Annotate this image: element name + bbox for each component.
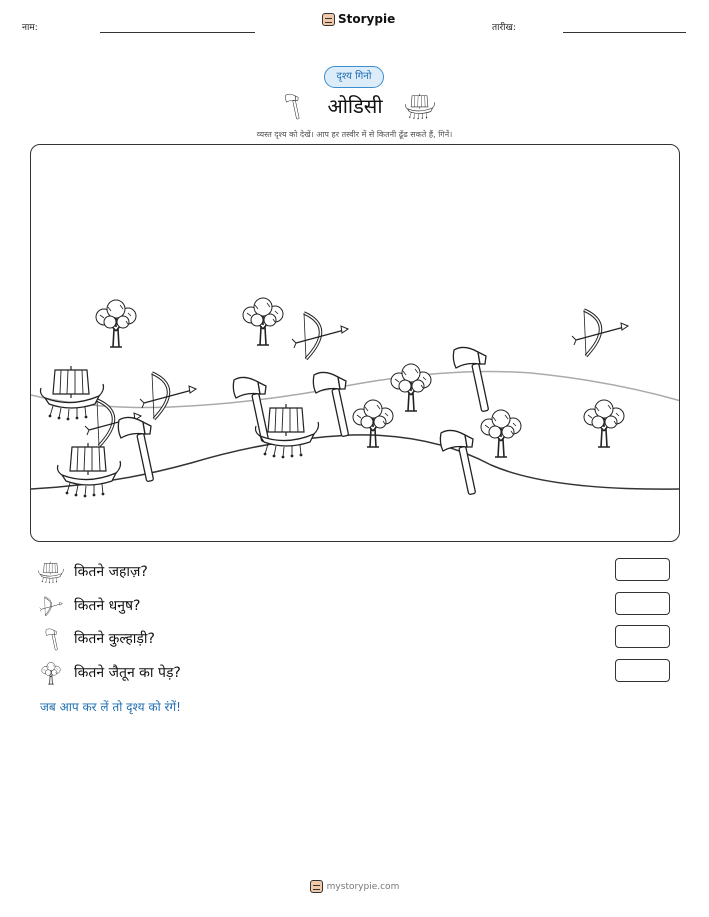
activity-badge: दृश्य गिनो (324, 66, 384, 88)
bow-icon (572, 310, 628, 356)
olive-tree-icon (481, 410, 521, 457)
ship-icon (38, 560, 64, 584)
question-text: कितने धनुष? (74, 598, 141, 614)
olive-tree-icon (96, 300, 136, 347)
name-field[interactable] (100, 32, 255, 33)
bow-icon (38, 594, 64, 618)
question-text: कितने जहाज़? (74, 564, 148, 580)
ship-icon (58, 443, 121, 497)
brand (322, 12, 395, 26)
bow-icon (140, 373, 196, 419)
question-row (38, 627, 670, 651)
axe-icon (233, 377, 268, 441)
ship-icon (404, 92, 436, 120)
olive-tree-icon (391, 364, 431, 411)
axe-icon (440, 430, 475, 494)
page-title: ओडिसी (327, 94, 383, 118)
bow-icon (292, 313, 348, 359)
question-text: कितने जैतून का पेड़? (74, 665, 181, 681)
question-row (38, 661, 670, 685)
question-text: कितने कुल्हाड़ी? (74, 631, 155, 647)
instructions: व्यस्त दृश्य को देखें। आप हर तस्वीर में से कितनी ढूँढ सकते हैं, गिनें। (256, 130, 453, 139)
olive-tree-icon (353, 400, 393, 447)
olive-tree-icon (38, 661, 64, 685)
storypie-logo-icon (322, 13, 335, 26)
footer (0, 880, 709, 893)
bows-answer-box[interactable] (615, 592, 670, 615)
brand-name: Storypie (338, 12, 396, 26)
axe-icon (38, 627, 64, 651)
scene-illustration (31, 145, 680, 542)
axes-answer-box[interactable] (615, 625, 670, 648)
axe-icon (453, 347, 488, 411)
ship-icon (41, 366, 104, 420)
storypie-logo-icon (310, 880, 323, 893)
question-row (38, 594, 670, 618)
axe-icon (118, 417, 153, 481)
olive-tree-icon (584, 400, 624, 447)
count-scene (30, 144, 680, 542)
coloring-note: जब आप कर लें तो दृश्य को रंगें! (40, 700, 181, 714)
ships-answer-box[interactable] (615, 558, 670, 581)
olive-trees-answer-box[interactable] (615, 659, 670, 682)
name-label: नाम: (22, 23, 38, 33)
question-row (38, 560, 670, 584)
olive-tree-icon (243, 298, 283, 345)
footer-url[interactable]: mystorypie.com (326, 881, 400, 892)
date-label: तारीख: (492, 23, 516, 33)
date-field[interactable] (563, 32, 686, 33)
